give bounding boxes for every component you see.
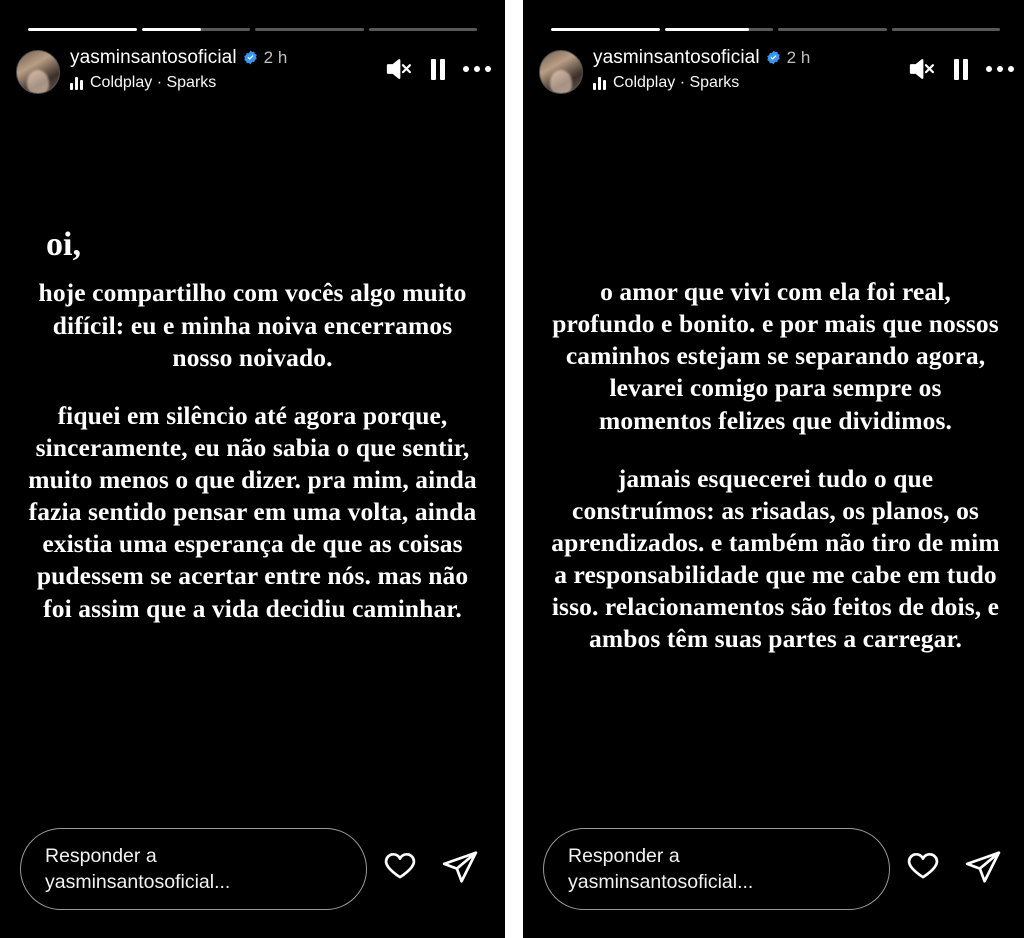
story-footer-right — [543, 828, 1008, 910]
story-paragraph: o amor que vivi com ela foi real, profundo e bonito. e por mais que nossos caminhos estejam se separando agora, levarei comigo para sempre os momentos felizes que dividimos. — [552, 277, 999, 435]
verified-badge-icon — [766, 50, 781, 65]
pause-icon[interactable] — [954, 59, 968, 80]
story-viewer-left[interactable] — [0, 0, 505, 938]
story-paragraph: jamais esquecerei tudo o que construímos: as risadas, os planos, os aprendizados. e também não tiro de mim a responsabilidade que me cabe em tudo isso. relacionamentos são feitos de dois, e ambos têm suas partes a carregar. — [551, 463, 1000, 654]
header-texts — [70, 46, 373, 92]
header-texts — [593, 46, 896, 92]
story-headline: oi, — [46, 226, 81, 263]
timestamp-label: 2 h — [786, 48, 811, 67]
header-actions — [906, 54, 1014, 84]
music-bars-icon — [593, 77, 607, 90]
music-attribution[interactable] — [593, 74, 896, 92]
reply-input[interactable] — [543, 828, 890, 910]
footer-icons — [904, 848, 1008, 891]
progress-segment[interactable] — [892, 28, 1001, 31]
username-row[interactable] — [593, 48, 896, 67]
verified-badge-icon — [243, 50, 258, 65]
avatar[interactable] — [16, 50, 60, 94]
music-bars-icon — [70, 77, 84, 90]
story-paragraph: hoje compartilho com vocês algo muito difícil: eu e minha noiva encerramos nosso noivado. — [38, 278, 467, 372]
progress-segment[interactable] — [28, 28, 137, 31]
send-icon[interactable] — [441, 848, 479, 891]
story-viewer-right[interactable] — [523, 0, 1024, 938]
story-text-content-left — [0, 118, 505, 808]
more-horizontal-icon[interactable] — [463, 66, 491, 72]
username-label[interactable]: yasminsantosoficial — [593, 47, 760, 68]
music-label: Coldplay · Sparks — [90, 74, 217, 91]
progress-segment[interactable] — [369, 28, 478, 31]
screens-divider — [511, 0, 517, 938]
speaker-muted-icon[interactable] — [906, 54, 936, 84]
send-icon[interactable] — [964, 848, 1002, 891]
avatar[interactable] — [539, 50, 583, 94]
progress-segment[interactable] — [665, 28, 774, 31]
heart-icon[interactable] — [381, 848, 419, 891]
reply-input[interactable] — [20, 828, 367, 910]
progress-segment[interactable] — [142, 28, 251, 31]
more-horizontal-icon[interactable] — [986, 66, 1014, 72]
music-label: Coldplay · Sparks — [613, 74, 740, 91]
speaker-muted-icon[interactable] — [383, 54, 413, 84]
story-header-left — [16, 46, 491, 108]
music-attribution[interactable] — [70, 74, 373, 92]
progress-segment[interactable] — [778, 28, 887, 31]
heart-icon[interactable] — [904, 848, 942, 891]
pause-icon[interactable] — [431, 59, 445, 80]
story-footer-left — [20, 828, 485, 910]
progress-segment[interactable] — [551, 28, 660, 31]
story-header-right — [539, 46, 1014, 108]
footer-icons — [381, 848, 485, 891]
progress-segment[interactable] — [255, 28, 364, 31]
story-progress-bar-left — [28, 28, 477, 31]
story-paragraph: fiquei em silêncio até agora porque, sinceramente, eu não sabia o que sentir, muito menos o que dizer. pra mim, ainda fazia sentido pensar em uma volta, ainda existia uma esperança de que as coisas pudessem se acertar entre nós. mas não foi assim que a vida decidiu caminhar. — [28, 400, 477, 623]
story-text-content-right — [523, 118, 1024, 808]
username-row[interactable] — [70, 48, 373, 67]
reply-placeholder-label: Responder a yasminsantosoficial... — [568, 844, 754, 893]
header-actions — [383, 54, 491, 84]
username-label[interactable]: yasminsantosoficial — [70, 47, 237, 68]
timestamp-label: 2 h — [263, 48, 288, 67]
story-progress-bar-right — [551, 28, 1000, 31]
reply-placeholder-label: Responder a yasminsantosoficial... — [45, 844, 231, 893]
